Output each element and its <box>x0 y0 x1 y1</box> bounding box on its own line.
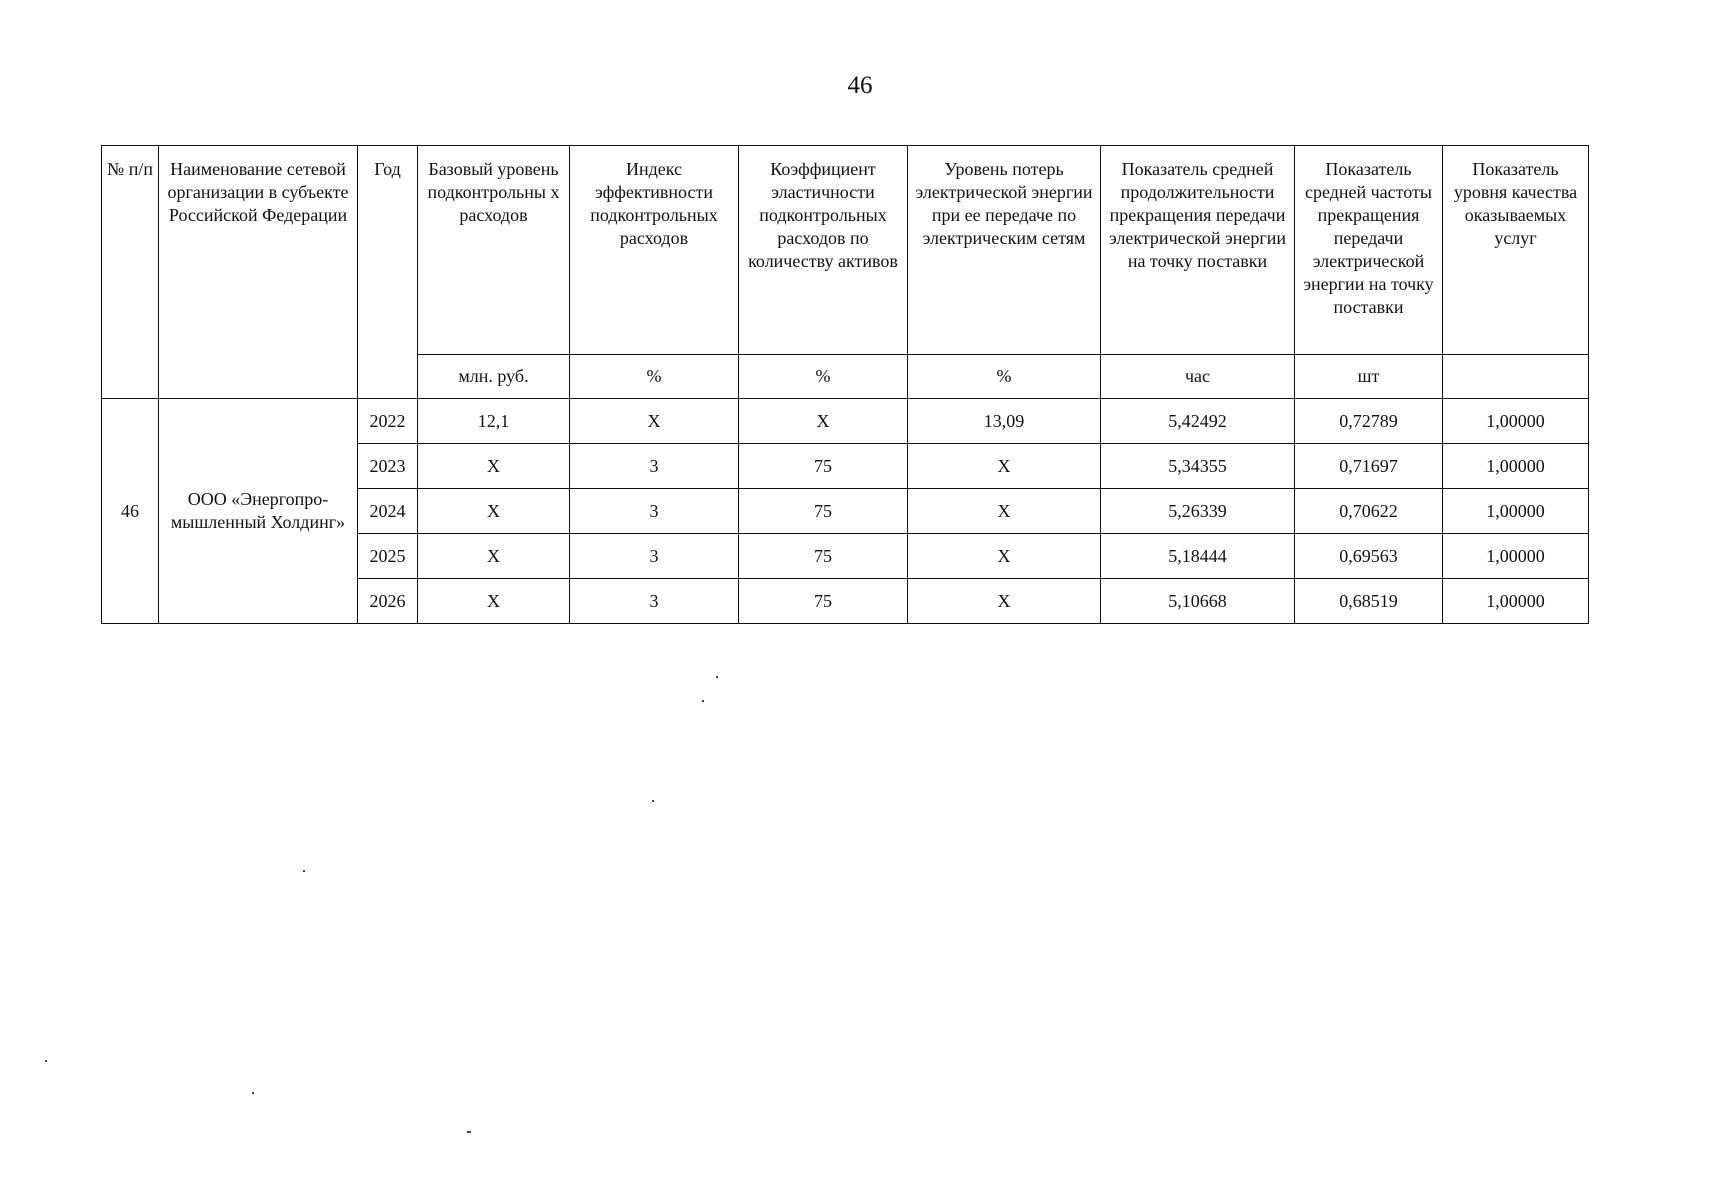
header-elasticity-coefficient: Коэффициент эластичности подконтрольных расходов по количеству активов <box>739 146 908 355</box>
unit-cell: % <box>570 355 739 399</box>
table-cell: 75 <box>739 579 908 624</box>
scan-speck <box>652 800 654 802</box>
table-cell: Х <box>908 489 1101 534</box>
table-cell: 5,10668 <box>1101 579 1295 624</box>
table-cell: 5,34355 <box>1101 444 1295 489</box>
table-row <box>102 399 1589 444</box>
table-cell: 5,42492 <box>1101 399 1295 444</box>
table-cell: 75 <box>739 534 908 579</box>
table-cell: Х <box>418 444 570 489</box>
table-cell: Х <box>418 489 570 534</box>
unit-cell: % <box>908 355 1101 399</box>
table-cell: 1,00000 <box>1443 489 1589 534</box>
header-organization: Наименование сетевой организации в субъекте Российской Федерации <box>159 146 358 399</box>
header-interruption-frequency: Показатель средней частоты прекращения передачи электрической энергии на точку поставки <box>1295 146 1443 355</box>
header-loss-level: Уровень потерь электрической энергии при ее передаче по электрическим сетям <box>908 146 1101 355</box>
table-cell: 3 <box>570 444 739 489</box>
organization-name: ООО «Энергопро- мышленный Холдинг» <box>159 399 358 624</box>
year-cell: 2022 <box>358 399 418 444</box>
header-base-cost-level: Базовый уровень подконтрольны х расходов <box>418 146 570 355</box>
table-cell: 3 <box>570 579 739 624</box>
table-cell: Х <box>739 399 908 444</box>
table-cell: 12,1 <box>418 399 570 444</box>
scan-speck <box>303 870 305 872</box>
table-cell: 3 <box>570 489 739 534</box>
page-number: 46 <box>847 72 873 99</box>
table-cell: 0,70622 <box>1295 489 1443 534</box>
year-cell: 2023 <box>358 444 418 489</box>
unit-cell: час <box>1101 355 1295 399</box>
scan-speck <box>716 676 718 678</box>
header-efficiency-index: Индекс эффективности подконтрольных расходов <box>570 146 739 355</box>
table-cell: 0,71697 <box>1295 444 1443 489</box>
table-cell: 3 <box>570 534 739 579</box>
unit-cell: шт <box>1295 355 1443 399</box>
scan-speck <box>467 1131 471 1133</box>
table-cell: 5,18444 <box>1101 534 1295 579</box>
record-number: 46 <box>102 399 159 624</box>
header-number: № п/п <box>102 146 159 399</box>
unit-cell: млн. руб. <box>418 355 570 399</box>
year-cell: 2024 <box>358 489 418 534</box>
table-cell: 0,72789 <box>1295 399 1443 444</box>
unit-cell <box>1443 355 1589 399</box>
table-cell: 13,09 <box>908 399 1101 444</box>
year-cell: 2025 <box>358 534 418 579</box>
table-cell: 1,00000 <box>1443 579 1589 624</box>
table-cell: Х <box>908 444 1101 489</box>
scan-speck <box>252 1092 254 1094</box>
table-cell: 1,00000 <box>1443 534 1589 579</box>
scan-speck <box>45 1060 47 1062</box>
table-cell: Х <box>570 399 739 444</box>
year-cell: 2026 <box>358 579 418 624</box>
header-row <box>102 146 1589 355</box>
table-cell: 5,26339 <box>1101 489 1295 534</box>
header-service-quality: Показатель уровня качества оказываемых услуг <box>1443 146 1589 355</box>
table-cell: Х <box>908 534 1101 579</box>
table-cell: Х <box>908 579 1101 624</box>
scan-speck <box>702 700 704 702</box>
table-cell: 0,69563 <box>1295 534 1443 579</box>
header-interruption-duration: Показатель средней продолжительности прекращения передачи электрической энергии на точку поставки <box>1101 146 1295 355</box>
table-cell: 75 <box>739 489 908 534</box>
tariff-parameters-table <box>101 145 1589 624</box>
table-cell: 75 <box>739 444 908 489</box>
table-cell: Х <box>418 534 570 579</box>
unit-cell: % <box>739 355 908 399</box>
table-cell: Х <box>418 579 570 624</box>
table-cell: 1,00000 <box>1443 399 1589 444</box>
table-cell: 0,68519 <box>1295 579 1443 624</box>
table-cell: 1,00000 <box>1443 444 1589 489</box>
header-year: Год <box>358 146 418 399</box>
